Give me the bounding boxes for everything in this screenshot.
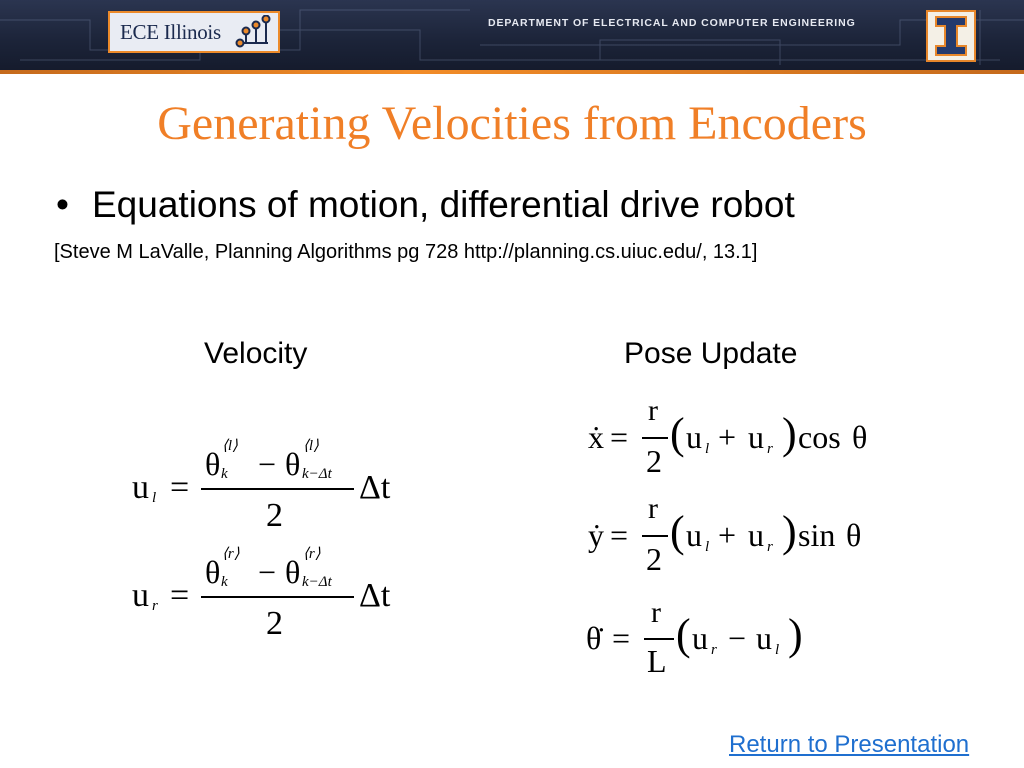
eq-u: u: [748, 419, 764, 455]
bullet-dot: •: [56, 184, 69, 225]
eq-theta: θ: [846, 517, 862, 553]
eq-sub-k-dt: k−Δt: [302, 574, 332, 590]
eq-sub-l: l: [705, 539, 710, 555]
eq-u: u: [686, 419, 702, 455]
fraction-bar: [201, 488, 354, 490]
eq-u: u: [748, 517, 764, 553]
block-i-icon: [928, 12, 974, 60]
header-banner: [0, 0, 1024, 74]
fraction-bar: [642, 437, 668, 439]
logo-text: ECE Illinois: [120, 19, 221, 44]
eq-sub-k: k: [221, 574, 228, 590]
eq-theta: θ: [205, 446, 221, 482]
eq-lhs: θ̇: [586, 620, 602, 656]
eq-sup-l: ⟨l⟩: [303, 438, 319, 454]
eq-trig: cos: [798, 419, 841, 455]
ece-illinois-logo[interactable]: [108, 11, 280, 53]
eq-lhs-sub: l: [152, 490, 157, 506]
eq-sub-k: k: [221, 466, 228, 482]
bullet-text: Equations of motion, differential drive robot: [92, 184, 795, 225]
banner-accent-rule: [0, 70, 1024, 74]
eq-sub-k-dt: k−Δt: [302, 466, 332, 482]
eq-den: 2: [266, 497, 283, 534]
eq-minus: −: [728, 620, 747, 656]
eq-theta: θ: [285, 446, 301, 482]
velocity-heading: Velocity: [204, 337, 308, 370]
eq-sub-r: r: [711, 642, 717, 658]
eq-minus: −: [258, 554, 277, 590]
paren-close: ): [782, 507, 797, 556]
eq-minus: −: [258, 446, 277, 482]
paren-close: ): [782, 409, 797, 458]
eq-sub-l: l: [775, 642, 780, 658]
eq-den: 2: [266, 605, 283, 642]
citation: [Steve M LaValle, Planning Algorithms pg 728 http://planning.cs.uiuc.edu/, 13.1]: [54, 241, 758, 263]
paren-open: (: [676, 610, 691, 659]
slide-title: Generating Velocities from Encoders: [157, 97, 867, 150]
eq-sup-r: ⟨r⟩: [222, 546, 240, 562]
eq-den: L: [647, 643, 667, 679]
circuit-logo-icon: [234, 15, 274, 51]
eq-theta: θ: [852, 419, 868, 455]
paren-close: ): [788, 610, 803, 659]
eq-delta-t: Δt: [359, 469, 391, 506]
return-to-presentation-link[interactable]: Return to Presentation: [729, 731, 970, 758]
eq-lhs-u: u: [132, 469, 149, 506]
fraction-bar: [642, 535, 668, 537]
eq-equals: =: [170, 577, 190, 614]
eq-num: r: [651, 596, 661, 629]
pose-update-heading: Pose Update: [624, 337, 798, 370]
fraction-bar: [201, 596, 354, 598]
eq-trig: sin: [798, 517, 836, 553]
eq-sup-r: ⟨r⟩: [303, 546, 321, 562]
eq-num: r: [648, 492, 658, 525]
eq-delta-t: Δt: [359, 577, 391, 614]
department-name: DEPARTMENT OF ELECTRICAL AND COMPUTER ENGINEERING: [488, 17, 856, 29]
eq-u: u: [686, 517, 702, 553]
eq-den: 2: [646, 443, 662, 479]
eq-den: 2: [646, 541, 662, 577]
eq-lhs-sub: r: [152, 598, 158, 614]
eq-sup-l: ⟨l⟩: [222, 438, 238, 454]
illinois-block-i-logo: [926, 10, 976, 62]
eq-sub-r: r: [767, 539, 773, 555]
eq-lhs: ẏ: [588, 517, 604, 553]
fraction-bar: [644, 638, 674, 640]
eq-plus: +: [718, 419, 737, 455]
eq-sub-r: r: [767, 441, 773, 457]
bullet-item: [56, 184, 795, 226]
eq-equals: =: [612, 620, 631, 656]
eq-equals: =: [610, 419, 629, 455]
eq-lhs-u: u: [132, 577, 149, 614]
eq-u: u: [756, 620, 772, 656]
eq-plus: +: [718, 517, 737, 553]
eq-lhs: ẋ: [588, 419, 604, 455]
paren-open: (: [670, 507, 685, 556]
eq-num: r: [648, 394, 658, 427]
eq-theta: θ: [285, 554, 301, 590]
eq-equals: =: [170, 469, 190, 506]
paren-open: (: [670, 409, 685, 458]
eq-theta: θ: [205, 554, 221, 590]
eq-equals: =: [610, 517, 629, 553]
eq-sub-l: l: [705, 441, 710, 457]
eq-u: u: [692, 620, 708, 656]
